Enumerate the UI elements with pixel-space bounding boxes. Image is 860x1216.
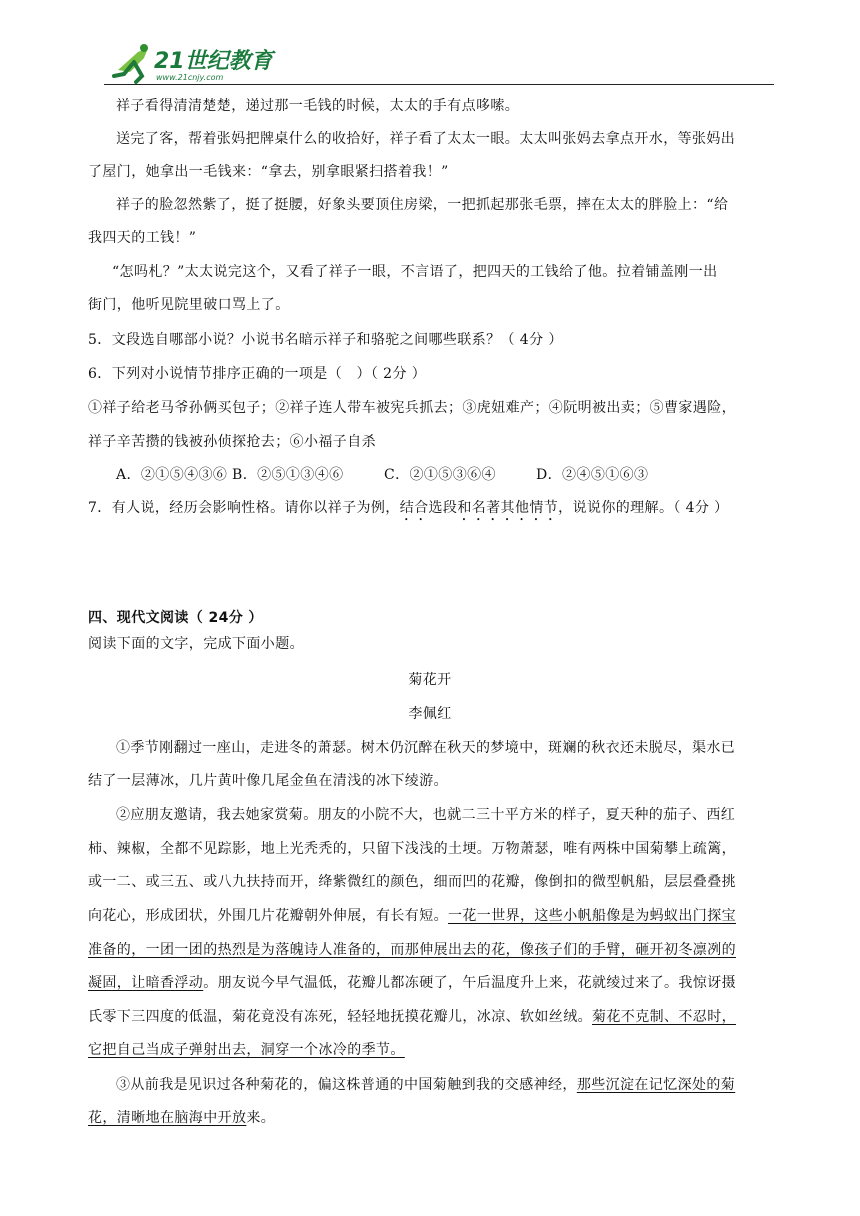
paragraph-line [88, 1007, 736, 1027]
paragraph-line [116, 1075, 735, 1095]
question-7 [88, 498, 729, 524]
option-a: A．②①⑤④③⑥ [116, 467, 228, 483]
site-logo [104, 40, 284, 86]
article-title: 菊花开 [408, 672, 452, 688]
plain-text: 氏零下三四度的低温，菊花竟没有冻死，轻轻地抚摸花瓣儿，冰凉、软如丝绒。 [88, 1009, 592, 1025]
logo-url: www.21cnjy.com [156, 73, 224, 82]
paragraph-line: 或一二、或三五、或八九扶持而开，绛紫微红的颜色，细而凹的花瓣，像倒扣的微型帆船，层层叠叠挑 [88, 874, 736, 890]
plain-text: ③从前我是见识过各种菊花的，偏这株普通的中国菊触到我的交感神经， [116, 1077, 577, 1093]
header-rule [104, 84, 774, 85]
article-author: 李佩红 [408, 706, 452, 722]
q7-text: ，说说你的理解。（ 4分 ） [558, 500, 729, 516]
underlined-text: 花，清晰地在脑海中开放 [88, 1110, 247, 1126]
option-d: D．②④⑤①⑥③ [536, 467, 649, 483]
underlined-line: 它把自己当成子弹射出去，洞穿一个冰冷的季节。 [88, 1042, 405, 1058]
plain-text: 来。 [246, 1110, 276, 1126]
passage-line: 我四天的工钱！” [88, 230, 197, 246]
passage-line: 送完了客，帮着张妈把牌桌什么的收拾好，祥子看了太太一眼。太太叫张妈去拿点开水，等张妈出 [116, 131, 736, 147]
q7-emphasis: 结合 [399, 500, 429, 516]
paragraph-line [88, 906, 736, 926]
q7-emphasis: 和 [457, 500, 472, 516]
underlined-text: 菊花不克制、不忍时， [592, 1009, 736, 1025]
option-c: C．②①⑤③⑥④ [384, 467, 496, 483]
underlined-text: 凝固，让暗香浮动 [88, 975, 204, 991]
question-5: 5．文段选自哪部小说？小说书名暗示祥子和骆驼之间哪些联系？（ 4分 ） [88, 332, 563, 348]
paragraph-line: ①季节刚翻过一座山，走进冬的萧瑟。树木仍沉醉在秋天的梦境中，斑斓的秋衣还未脱尽，渠水已 [116, 740, 736, 756]
question-6-items: ①祥子给老马爷孙俩买包子；②祥子连人带车被宪兵抓去；③虎妞难产；④阮明被出卖；⑤曹家遇险， [88, 400, 736, 416]
paragraph-line [88, 1108, 275, 1128]
passage-line: 祥子的脸忽然紫了，挺了挺腰，好象头要顶住房梁，一把抓起那张毛票，摔在太太的胖脸上：“给 [116, 197, 729, 213]
q7-text: 选段 [428, 500, 458, 516]
paragraph-line: 柿、辣椒，全都不见踪影，地上光秃秃的，只留下浅浅的土埂。万物萧瑟，唯有两株中国菊攀上疏篱， [88, 841, 736, 857]
paragraph-line: ②应朋友邀请，我去她家赏菊。朋友的小院不大，也就二三十平方米的样子，夏天种的茄子、西红 [116, 807, 736, 823]
q7-emphasis: 名著其他情节 [471, 500, 559, 516]
question-6-items: 祥子辛苦攒的钱被孙侦探抢去；⑥小福子自杀 [88, 434, 376, 450]
question-6: 6．下列对小说情节排序正确的一项是（ ）（ 2分 ） [88, 366, 427, 382]
underlined-line: 准备的，一团一团的热烈是为落魄诗人准备的，而那伸展出去的花，像孩子们的手臂，砸开初冬凛冽的 [88, 942, 736, 958]
passage-line: “怎吗札？”太太说完这个，又看了祥子一眼，不言语了，把四天的工钱给了他。拉着铺盖刚一出 [112, 264, 718, 280]
plain-text: 向花心，形成团状，外围几片花瓣朝外伸展，有长有短。 [88, 908, 448, 924]
passage-line: 街门，他听见院里破口骂上了。 [88, 297, 290, 313]
paragraph-line [88, 973, 736, 993]
section-title: 四、现代文阅读（ 24分 ） [88, 610, 263, 626]
underlined-text: 一花一世界，这些小帆船像是为蚂蚁出门探宝 [448, 908, 736, 924]
q7-text: 7．有人说，经历会影响性格。请你以祥子为例， [88, 500, 400, 516]
option-b: B．②⑤①③④⑥ [232, 467, 344, 483]
paragraph-line: 结了一层薄冰，几片黄叶像几尾金鱼在清浅的冰下绫游。 [88, 773, 448, 789]
passage-line: 了屋门，她拿出一毛钱来：“拿去，别拿眼紧扫搭着我！” [88, 164, 449, 180]
passage-line: 祥子看得清清楚楚，递过那一毛钱的时候，太太的手有点哆嗦。 [116, 98, 520, 114]
section-intro: 阅读下面的文字，完成下面小题。 [88, 636, 304, 652]
logo-text: 21世纪教育 [154, 49, 273, 74]
plain-text: 。朋友说今早气温低，花瓣儿都冻硬了，午后温度升上来，花就绫过来了。我惊讶摄 [203, 975, 737, 991]
underlined-text: 那些沉淀在记忆深处的菊 [576, 1077, 736, 1093]
